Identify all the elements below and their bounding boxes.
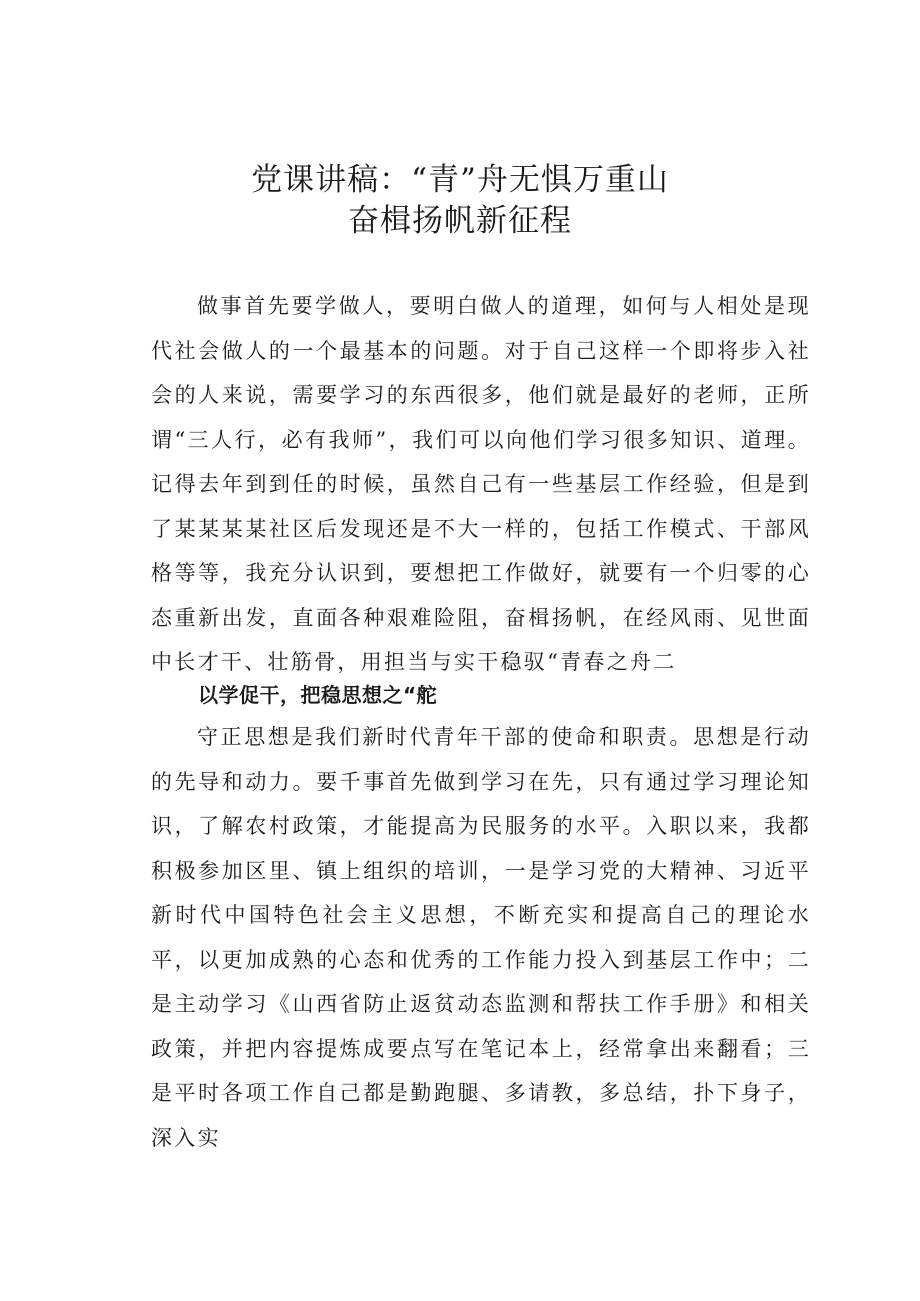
section-subheading: 以学促干，把稳思想之“舵 (198, 683, 438, 707)
document-title-line-1: 党课讲稿：“青”舟无惧万重山 (251, 162, 669, 198)
document-title-line-2: 奋楫扬帆新征程 (348, 203, 572, 239)
body-paragraph-2: 守正思想是我们新时代青年干部的使命和职责。思想是行动的先导和动力。要千事首先做到学习在先，只有通过学习理论知识，了解农村政策，才能提高为民服务的水平。入职以来，我都积极参加区里、镇上组织的培训，一是学习党的大精神、习近平新时代中国特色社会主义思想，不断充实和提高自己的理论水平，以更加成熟的心态和优秀的工作能力投入到基层工作中；二是主动学习《山西省防止返贫动态监测和帮扶工作手册》和相关政策，并把内容提炼成要点写在笔记本上，经常拿出来翻看；三是平时各项工作自己都是勤跑腿、多请教，多总结，扑下身子，深入实 (151, 725, 811, 1150)
body-paragraph-1: 做事首先要学做人，要明白做人的道理，如何与人相处是现代社会做人的一个最基本的问题。对于自己这样一个即将步入社会的人来说，需要学习的东西很多，他们就是最好的老师，正所谓“三人行，必有我师”，我们可以向他们学习很多知识、道理。记得去年到到任的时候，虽然自己有一些基层工作经验，但是到了某某某某社区后发现还是不大一样的，包括工作模式、干部风格等等，我充分认识到，要想把工作做好，就要有一个归零的心态重新出发，直面各种艰难险阻，奋楫扬帆，在经风雨、见世面中长才干、壮筋骨，用担当与实干稳驭“青春之舟二 (151, 294, 811, 674)
